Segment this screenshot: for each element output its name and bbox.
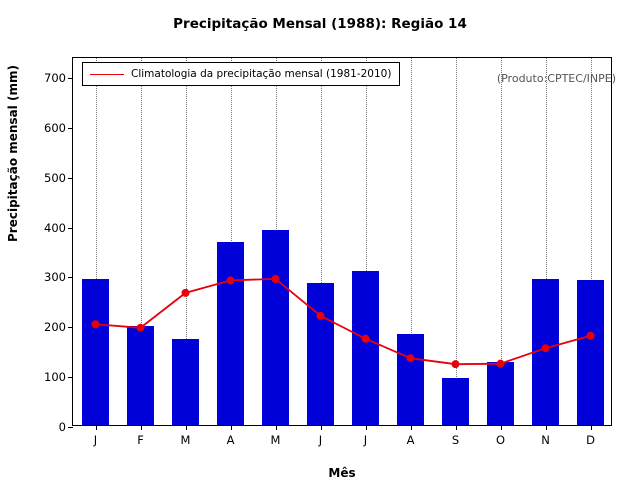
x-tick-mark [186, 425, 187, 430]
y-tick-label: 400 [44, 220, 66, 235]
y-axis-label: Precipitação mensal (mm) [6, 65, 20, 242]
line-marker [362, 335, 370, 343]
x-tick-mark [366, 425, 367, 430]
y-tick-mark [68, 228, 73, 229]
line-marker [452, 360, 460, 368]
x-tick-mark [411, 425, 412, 430]
x-tick-label: M [180, 433, 191, 447]
x-tick-label: J [363, 433, 368, 447]
y-tick-label: 300 [44, 270, 66, 285]
x-tick-label: O [495, 433, 506, 447]
y-tick-label: 200 [44, 320, 66, 335]
x-tick-label: F [137, 433, 144, 447]
line-marker [227, 276, 235, 284]
line-marker [182, 289, 190, 297]
legend-label: Climatologia da precipitação mensal (1981-2010) [131, 68, 392, 80]
line-marker [542, 344, 550, 352]
x-tick-mark [591, 425, 592, 430]
y-tick-label: 100 [44, 370, 66, 385]
x-tick-label: A [406, 433, 415, 447]
x-tick-mark [501, 425, 502, 430]
x-tick-mark [141, 425, 142, 430]
y-tick-mark [68, 178, 73, 179]
x-tick-mark [231, 425, 232, 430]
line-marker [497, 360, 505, 368]
x-tick-mark [321, 425, 322, 430]
x-tick-label: N [541, 433, 550, 447]
x-tick-mark [276, 425, 277, 430]
x-tick-label: J [93, 433, 98, 447]
source-note: (Produto:CPTEC/INPE) [496, 72, 616, 85]
y-tick-label: 0 [58, 420, 66, 434]
line-marker [317, 312, 325, 320]
y-tick-mark [68, 377, 73, 378]
x-tick-label: J [318, 433, 323, 447]
y-tick-mark [68, 327, 73, 328]
line-marker [137, 324, 145, 332]
y-tick-mark [68, 78, 73, 79]
y-tick-label: 600 [44, 120, 66, 135]
plot-area [44, 57, 612, 447]
plot-inner [73, 58, 611, 425]
x-tick-label: S [451, 433, 460, 447]
y-tick-mark [68, 128, 73, 129]
chart-title: Precipitação Mensal (1988): Região 14 [173, 16, 467, 32]
x-tick-label: M [270, 433, 281, 447]
x-axis-label: Mês [328, 466, 356, 480]
x-tick-mark [546, 425, 547, 430]
y-tick-mark [68, 427, 73, 428]
x-tick-label: A [226, 433, 235, 447]
y-tick-label: 500 [44, 170, 66, 185]
line-marker [272, 275, 280, 283]
x-tick-mark [456, 425, 457, 430]
legend-line-swatch [90, 69, 124, 79]
line-marker [587, 332, 595, 340]
y-tick-label: 700 [44, 70, 66, 85]
x-tick-label: D [586, 433, 595, 447]
climatology-line-series [73, 58, 611, 425]
line-marker [92, 320, 100, 328]
line-marker [407, 354, 415, 362]
legend [82, 62, 400, 86]
x-tick-mark [96, 425, 97, 430]
y-tick-mark [68, 277, 73, 278]
